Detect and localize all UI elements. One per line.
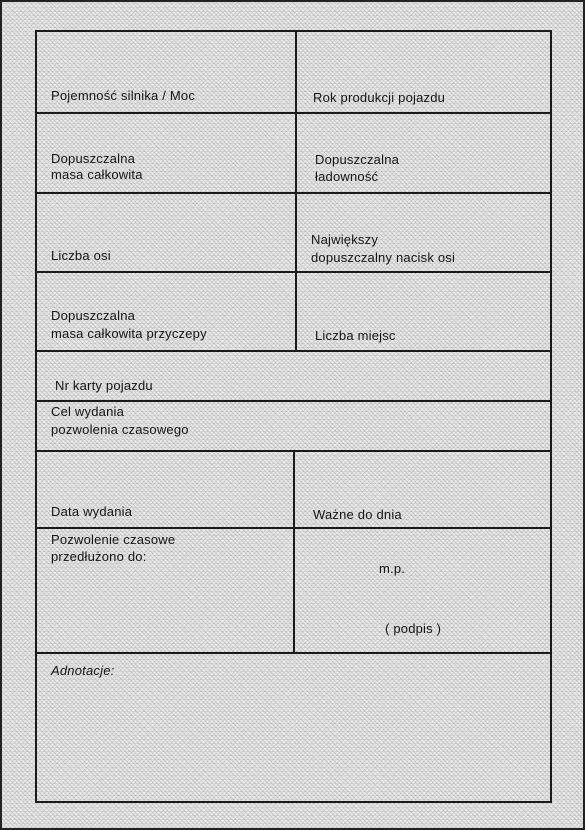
max-axle-load-label-line1: Największy — [311, 232, 379, 247]
row-divider-8 — [37, 652, 550, 654]
row-divider-4 — [37, 350, 550, 352]
permit-extended-label-line1: Pozwolenie czasowe — [51, 532, 176, 547]
annotations-label: Adnotacje: — [51, 663, 115, 678]
permit-purpose-label-line1: Cel wydania — [51, 404, 125, 419]
row-divider-5 — [37, 400, 550, 402]
seat-count-label: Liczba miejsc — [315, 328, 396, 343]
permissible-total-mass-label-line2: masa całkowita — [51, 167, 143, 182]
axle-count-label: Liczba osi — [51, 248, 111, 263]
valid-until-label: Ważne do dnia — [313, 507, 402, 522]
permit-extended-label-line2: przedłużono do: — [51, 549, 147, 564]
production-year-label: Rok produkcji pojazdu — [313, 90, 446, 105]
trailer-total-mass-label-line2: masa całkowita przyczepy — [51, 326, 207, 341]
row-divider-3 — [37, 271, 550, 273]
issue-date-label: Data wydania — [51, 504, 133, 519]
vehicle-card-number-label: Nr karty pojazdu — [55, 378, 153, 393]
permissible-total-mass-label-line1: Dopuszczalna — [51, 151, 136, 166]
permit-purpose-label-line2: pozwolenia czasowego — [51, 422, 189, 437]
permit-form-grid — [35, 30, 552, 803]
row-divider-2 — [37, 192, 550, 194]
permissible-payload-label-line1: Dopuszczalna — [315, 152, 400, 167]
column-divider-upper — [295, 32, 297, 350]
signature-label: ( podpis ) — [385, 621, 442, 636]
stamp-place-label: m.p. — [379, 561, 406, 576]
engine-capacity-power-label: Pojemność silnika / Moc — [51, 88, 196, 103]
row-divider-1 — [37, 112, 550, 114]
permissible-payload-label-line2: ładowność — [315, 169, 379, 184]
column-divider-lower — [293, 450, 295, 652]
trailer-total-mass-label-line1: Dopuszczalna — [51, 308, 136, 323]
max-axle-load-label-line2: dopuszczalny nacisk osi — [311, 250, 456, 265]
